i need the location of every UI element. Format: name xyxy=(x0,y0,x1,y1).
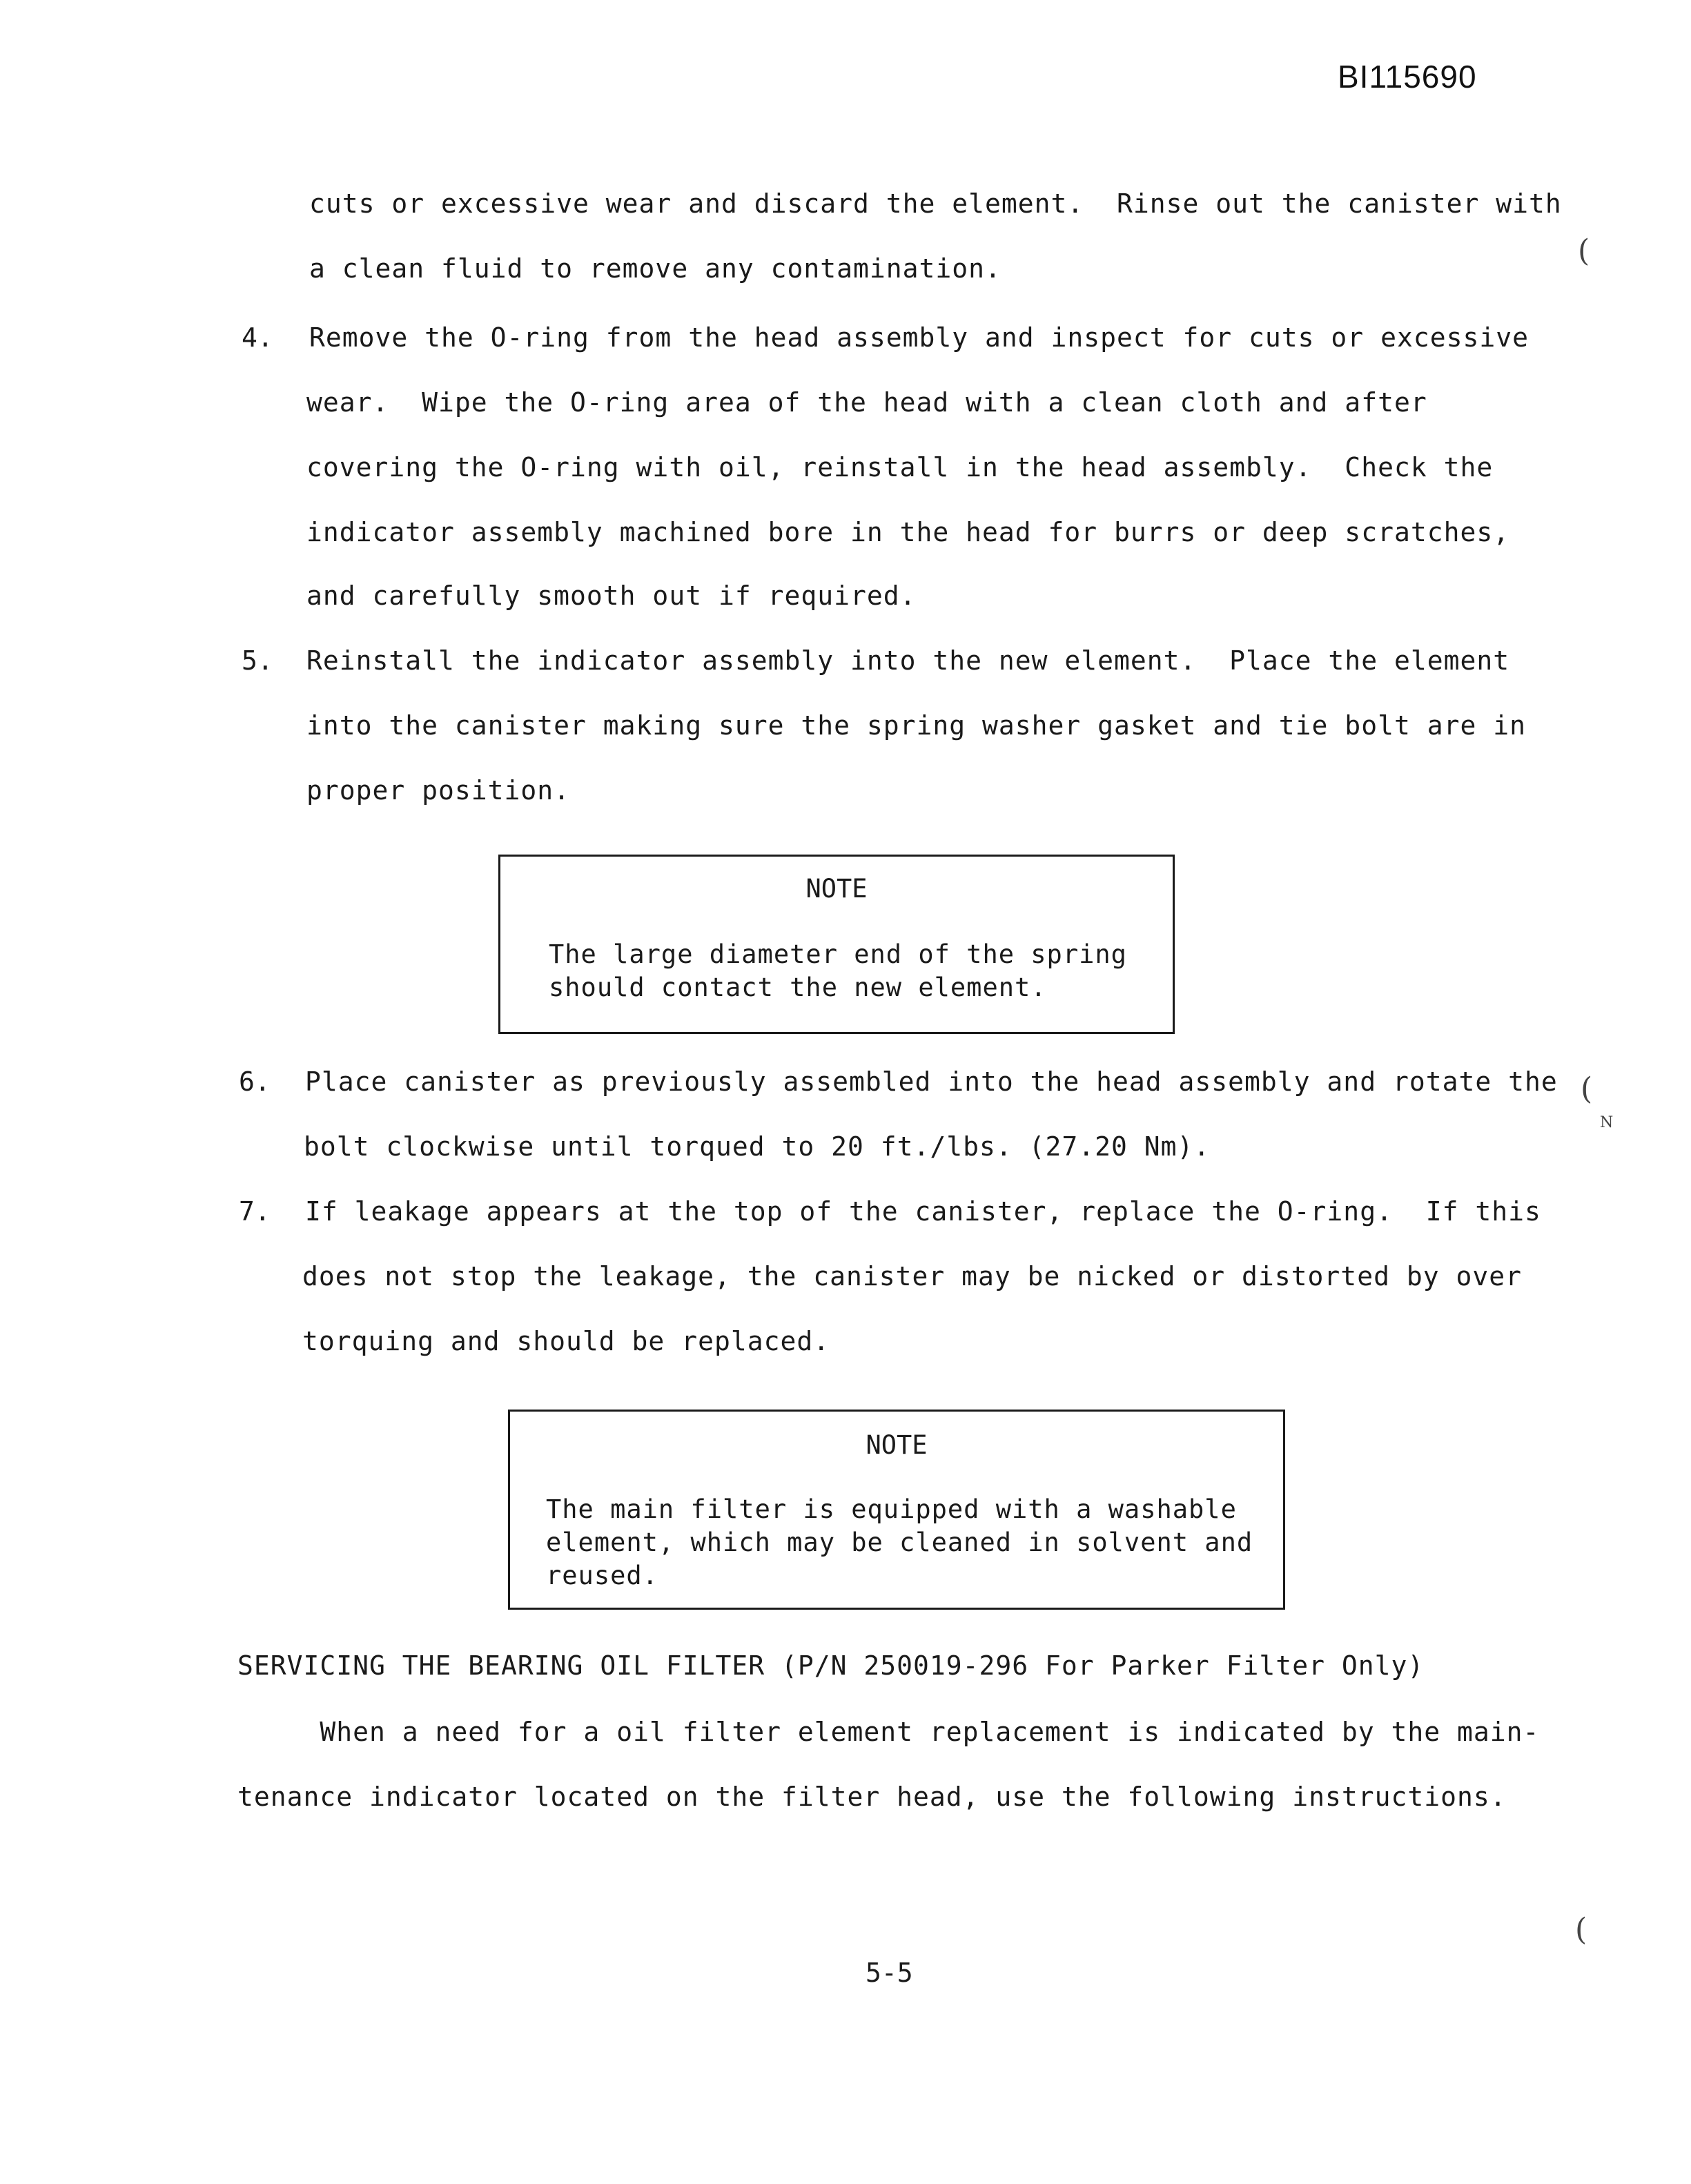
body-line: and carefully smooth out if required. xyxy=(306,581,917,611)
note-line: element, which may be cleaned in solvent and xyxy=(546,1528,1253,1557)
note-title: NOTE xyxy=(866,1430,928,1460)
margin-mark: ( xyxy=(1578,233,1590,269)
section-heading: SERVICING THE BEARING OIL FILTER (P/N 250019-296 For Parker Filter Only) xyxy=(237,1650,1425,1681)
step-number: 6. xyxy=(239,1066,271,1097)
body-line: covering the O-ring with oil, reinstall in the head assembly. Check the xyxy=(306,452,1494,482)
body-line: does not stop the leakage, the canister may be nicked or distorted by over xyxy=(302,1261,1522,1291)
step-number: 7. xyxy=(239,1196,271,1227)
body-line: wear. Wipe the O-ring area of the head with a clean cloth and after xyxy=(306,387,1427,418)
body-line: When a need for a oil filter element replacement is indicated by the main- xyxy=(237,1717,1540,1747)
note-line: The large diameter end of the spring xyxy=(549,939,1127,969)
body-line: torquing and should be replaced. xyxy=(302,1326,830,1356)
step-number: 4. xyxy=(242,322,273,353)
body-line: Place canister as previously assembled into the head assembly and rotate the xyxy=(305,1066,1558,1097)
body-line: indicator assembly machined bore in the head for burrs or deep scratches, xyxy=(306,517,1510,547)
body-line: tenance indicator located on the filter head, use the following instructions. xyxy=(237,1782,1507,1812)
margin-mark: ( xyxy=(1581,1071,1593,1106)
note-line: reused. xyxy=(546,1561,658,1590)
note-box xyxy=(508,1410,1285,1610)
margin-mark: ( xyxy=(1575,1912,1587,1947)
body-line: into the canister making sure the spring washer gasket and tie bolt are in xyxy=(306,710,1526,741)
page-number: 5-5 xyxy=(866,1958,913,1988)
note-title: NOTE xyxy=(805,874,868,904)
note-line: The main filter is equipped with a washable xyxy=(546,1494,1237,1524)
body-line: If leakage appears at the top of the canister, replace the O-ring. If this xyxy=(305,1196,1541,1227)
note-box xyxy=(498,855,1175,1034)
margin-mark: N xyxy=(1600,1114,1614,1131)
body-line: cuts or excessive wear and discard the element. Rinse out the canister with xyxy=(309,188,1562,219)
body-line: a clean fluid to remove any contamination. xyxy=(309,253,1001,284)
body-line: proper position. xyxy=(306,775,571,806)
body-line: Remove the O-ring from the head assembly and inspect for cuts or excessive xyxy=(309,322,1529,353)
document-id: BI115690 xyxy=(1338,59,1477,95)
body-line: bolt clockwise until torqued to 20 ft./lbs. (27.20 Nm). xyxy=(304,1131,1211,1162)
step-number: 5. xyxy=(242,645,273,676)
body-line: Reinstall the indicator assembly into the new element. Place the element xyxy=(306,645,1510,676)
note-line: should contact the new element. xyxy=(549,973,1047,1002)
